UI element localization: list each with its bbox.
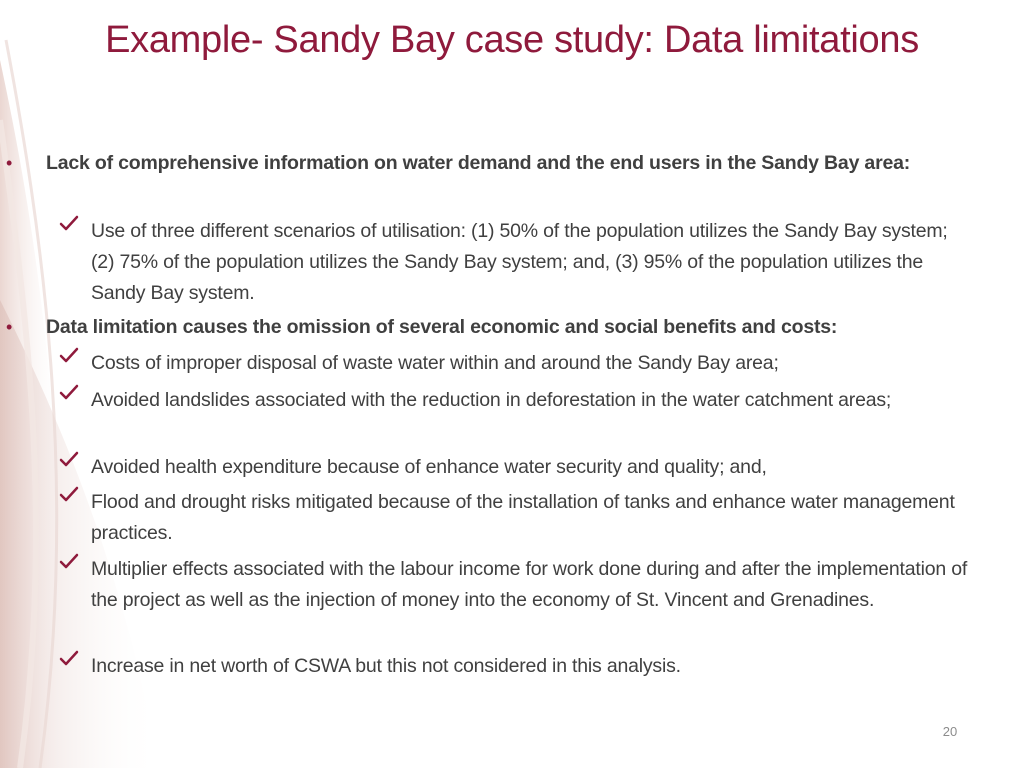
sub-item-text: Avoided landslides associated with the reduction in deforestation in the water catchment areas; [91, 389, 892, 411]
checkmark-icon [59, 214, 79, 234]
checkmark-icon [59, 485, 79, 505]
page-number: 20 [942, 724, 958, 739]
sub-item [91, 651, 971, 682]
sub-item [91, 554, 971, 616]
bullet-dot-icon: • [6, 317, 13, 337]
sub-item-text: Flood and drought risks mitigated because of the installation of tanks and enhance water management practices. [91, 491, 955, 544]
checkmark-icon [59, 450, 79, 470]
sub-item-text: Costs of improper disposal of waste water within and around the Sandy Bay area; [91, 352, 779, 374]
sub-item-text: Multiplier effects associated with the labour income for work done during and after the implementation of the project as well as the injection of money into the economy of St. Vincent and Grenadines. [91, 558, 968, 611]
sub-item-text: Use of three different scenarios of utilisation: (1) 50% of the population utilizes the Sandy Bay system; (2) 75% of the population utilizes the Sandy Bay system; and, (3) 95% of the population utilizes the Sandy Bay system. [91, 220, 948, 304]
checkmark-icon [59, 552, 79, 572]
checkmark-icon [59, 383, 79, 403]
checkmark-icon [59, 649, 79, 669]
bullet-text: Data limitation causes the omission of several economic and social benefits and costs: [46, 316, 838, 338]
slide-title: Example- Sandy Bay case study: Data limitations [105, 19, 919, 61]
sub-item [91, 487, 971, 549]
bullet-text: Lack of comprehensive information on water demand and the end users in the Sandy Bay area: [46, 152, 911, 174]
sub-item-text: Increase in net worth of CSWA but this not considered in this analysis. [91, 655, 681, 677]
sub-item-text: Avoided health expenditure because of enhance water security and quality; and, [91, 456, 767, 478]
bullet-item [6, 312, 966, 343]
sub-item [91, 452, 971, 483]
bullet-item [6, 148, 966, 179]
sub-item [91, 216, 971, 309]
checkmark-icon [59, 346, 79, 366]
bullet-dot-icon: • [6, 153, 13, 173]
sub-item [91, 348, 971, 379]
sub-item [91, 385, 971, 416]
